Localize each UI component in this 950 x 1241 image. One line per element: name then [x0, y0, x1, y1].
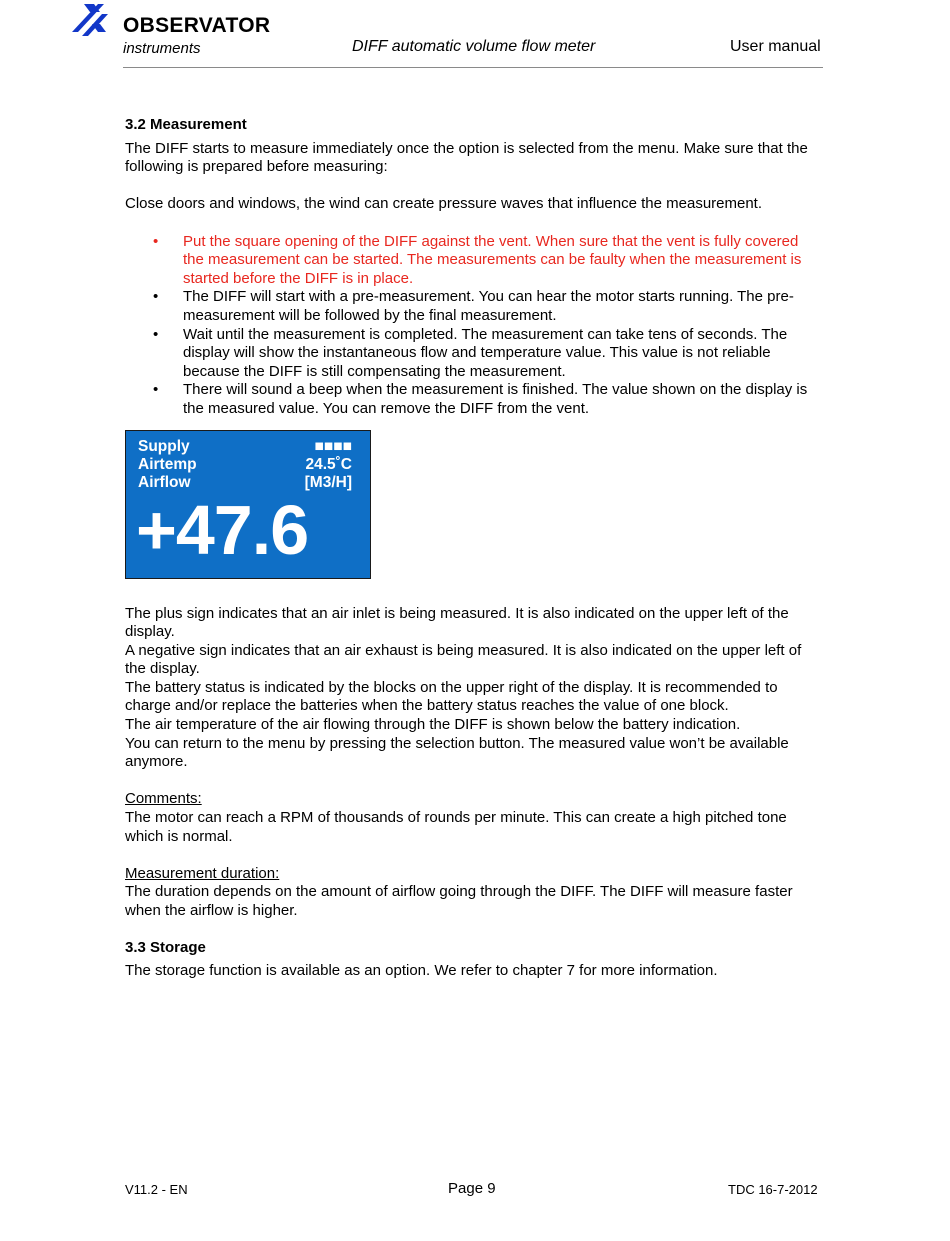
list-item-text: Put the square opening of the DIFF against the vent. When sure that the vent is fully covered the measurement can be started. The measurements can be faulty when the measurement is started before the DIFF is in place.	[183, 232, 802, 287]
list-item	[125, 326, 815, 382]
document-type: User manual	[730, 38, 821, 55]
footer-doc-ref: TDC 16-7-2012	[728, 1182, 818, 1197]
display-row-airtemp	[138, 456, 352, 475]
page-content	[125, 116, 815, 981]
battery-indicator: ■■■■	[314, 437, 352, 455]
display-label-airflow: Airflow	[138, 473, 191, 491]
bullet-icon: •	[153, 288, 159, 306]
explanation-block	[125, 605, 815, 772]
comments-text: The motor can reach a RPM of thousands of rounds per minute. This can create a high pitched tone which is normal.	[125, 809, 787, 845]
list-item	[125, 233, 815, 289]
storage-text: The storage function is available as an option. We refer to chapter 7 for more information.	[125, 962, 718, 980]
section-heading-storage: 3.3 Storage	[125, 938, 206, 956]
explanation-battery: The battery status is indicated by the blocks on the upper right of the display. It is recommended to charge and/or replace the batteries when the battery status reaches the value of one block.	[125, 678, 778, 715]
display-label-supply: Supply	[138, 437, 190, 455]
document-title: DIFF automatic volume flow meter	[352, 38, 596, 55]
measurement-steps-list	[125, 233, 815, 419]
explanation-plus-sign: The plus sign indicates that an air inlet is being measured. It is also indicated on the upper left of the display.	[125, 604, 789, 641]
measurement-intro: The DIFF starts to measure immediately once the option is selected from the menu. Make sure that the following is prepared before measuring:	[125, 139, 808, 176]
bullet-icon: •	[153, 381, 159, 399]
duration-heading: Measurement duration:	[125, 864, 280, 882]
explanation-negative-sign: A negative sign indicates that an air exhaust is being measured. It is also indicated on the upper left of the display.	[125, 641, 802, 678]
list-item	[125, 381, 815, 418]
close-doors-note: Close doors and windows, the wind can create pressure waves that influence the measurement.	[125, 195, 763, 213]
duration-text: The duration depends on the amount of airflow going through the DIFF. The DIFF will measure faster when the airflow is higher.	[125, 883, 793, 919]
explanation-return-menu: You can return to the menu by pressing the selection button. The measured value won’t be available anymore.	[125, 734, 789, 771]
temperature-value: 24.5˚C	[305, 455, 352, 473]
display-row-supply	[138, 438, 352, 457]
footer-version: V11.2 - EN	[125, 1182, 188, 1197]
footer-page-number: Page 9	[448, 1180, 496, 1197]
brand-name: OBSERVATOR	[123, 14, 271, 37]
bullet-icon: •	[153, 325, 159, 343]
list-item-text: The DIFF will start with a pre-measurement. You can hear the motor starts running. The pre-measurement will be followed by the final measurement.	[183, 288, 794, 324]
section-heading-measurement: 3.2 Measurement	[125, 116, 247, 133]
list-item-text: Wait until the measurement is completed. The measurement can take tens of seconds. The display will show the instantaneous flow and temperature value. This value is not reliable because the DIFF is still compensating the measurement.	[183, 325, 788, 380]
list-item-text: There will sound a beep when the measurement is finished. The value shown on the display is the measured value. You can remove the DIFF from the vent.	[183, 381, 808, 417]
flow-unit: [M3/H]	[304, 473, 352, 491]
device-display	[125, 430, 371, 579]
bullet-icon: •	[153, 232, 159, 250]
display-row-airflow	[138, 474, 352, 493]
brand-subtitle: instruments	[123, 40, 201, 57]
comments-heading: Comments:	[125, 790, 202, 808]
list-item	[125, 288, 815, 325]
flow-reading: +47.6	[136, 490, 309, 569]
observator-logo-icon	[70, 2, 110, 38]
header-divider	[123, 67, 823, 68]
display-label-airtemp: Airtemp	[138, 455, 197, 473]
explanation-temperature: The air temperature of the air flowing through the DIFF is shown below the battery indication.	[125, 716, 741, 734]
